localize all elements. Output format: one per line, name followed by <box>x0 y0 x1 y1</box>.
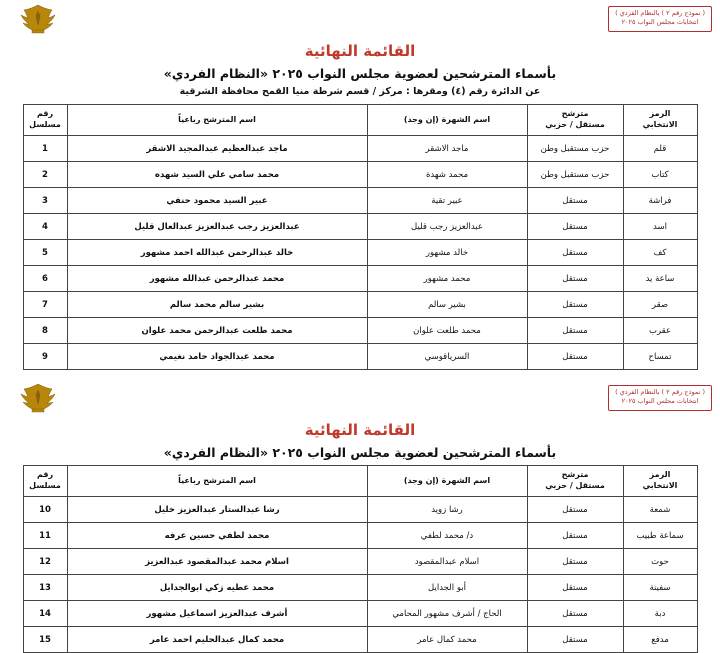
cell-serial: 14 <box>23 601 67 627</box>
cell-party: حزب مستقبل وطن <box>527 162 623 188</box>
cell-party: مستقل <box>527 292 623 318</box>
cell-name: اسلام محمد عبدالمقصود عبدالعزيز <box>67 549 367 575</box>
cell-name: عبير السيد محمود حنفي <box>67 188 367 214</box>
cell-party: مستقل <box>527 523 623 549</box>
cell-serial: 15 <box>23 627 67 653</box>
cell-name: رشا عبدالستار عبدالعزيز خليل <box>67 497 367 523</box>
egypt-eagle-emblem-icon <box>18 2 58 36</box>
cell-symbol: حوت <box>623 549 697 575</box>
cell-party: مستقل <box>527 240 623 266</box>
egypt-eagle-emblem-icon <box>18 381 58 415</box>
form-stamp-line-1: ( نموذج رقم ٢ ) بالنظام الفردي ) <box>615 9 705 17</box>
cell-symbol: فراشة <box>623 188 697 214</box>
cell-symbol: تمساح <box>623 344 697 370</box>
cell-party: مستقل <box>527 344 623 370</box>
cell-symbol: كتاب <box>623 162 697 188</box>
cell-party: مستقل <box>527 318 623 344</box>
cell-name: محمد طلعت عبدالرحمن محمد علوان <box>67 318 367 344</box>
cell-party: مستقل <box>527 627 623 653</box>
sheet-1-title: القائمة النهائية <box>304 42 416 60</box>
sheet-1-district-line: عن الدائرة رقم (٤) ومقرها : مركز / قسم شرطة منيا القمح محافظة الشرقية <box>179 86 541 97</box>
cell-serial: 1 <box>23 136 67 162</box>
table-row <box>23 549 697 575</box>
sheet-1-header <box>0 0 720 40</box>
col-header-serial: رقم مسلسل <box>23 466 67 497</box>
cell-name: محمد لطفي حسين عرفه <box>67 523 367 549</box>
sheet-2 <box>0 379 720 653</box>
col-header-party: مترشح مستقل / حزبي <box>527 466 623 497</box>
cell-party: مستقل <box>527 497 623 523</box>
table-row <box>23 575 697 601</box>
cell-party: مستقل <box>527 575 623 601</box>
cell-fame: عبدالعزيز رجب قليل <box>367 214 527 240</box>
table-row <box>23 136 697 162</box>
table-row <box>23 601 697 627</box>
table-row <box>23 292 697 318</box>
cell-name: محمد سامي علي السيد شهده <box>67 162 367 188</box>
form-stamp-line-1: ( نموذج رقم ٢ ) بالنظام الفردي ) <box>615 388 705 396</box>
table-row <box>23 162 697 188</box>
table-row <box>23 214 697 240</box>
cell-serial: 5 <box>23 240 67 266</box>
cell-serial: 9 <box>23 344 67 370</box>
sheet-separator <box>0 370 720 379</box>
cell-symbol: عقرب <box>623 318 697 344</box>
cell-fame: الحاج / أشرف مشهور المحامي <box>367 601 527 627</box>
col-header-fame: اسم الشهرة (إن وجد) <box>367 466 527 497</box>
sheet-2-subtitle: بأسماء المترشحين لعضوية مجلس النواب ٢٠٢٥ «النظام الفردي» <box>163 445 557 460</box>
cell-fame: عبير تقية <box>367 188 527 214</box>
col-header-party: مترشح مستقل / حزبي <box>527 105 623 136</box>
form-stamp-line-2: انتخابات مجلس النواب ٢٠٢٥ <box>621 397 699 406</box>
cell-symbol: كف <box>623 240 697 266</box>
cell-serial: 8 <box>23 318 67 344</box>
col-header-name: اسم المترشح رباعياً <box>67 466 367 497</box>
cell-serial: 4 <box>23 214 67 240</box>
cell-party: مستقل <box>527 188 623 214</box>
cell-name: ماجد عبدالعظيم عبدالمجيد الاشقر <box>67 136 367 162</box>
cell-name: محمد عبدالجواد حامد نغيمي <box>67 344 367 370</box>
cell-fame: اسلام عبدالمقصود <box>367 549 527 575</box>
cell-name: بشير سالم محمد سالم <box>67 292 367 318</box>
cell-fame: محمد كمال عامر <box>367 627 527 653</box>
cell-symbol: سماعة طبيب <box>623 523 697 549</box>
cell-symbol: سفينة <box>623 575 697 601</box>
cell-fame: خالد مشهور <box>367 240 527 266</box>
form-number-stamp <box>608 6 712 32</box>
col-header-symbol: الرمز الانتخابي <box>623 466 697 497</box>
table-row <box>23 344 697 370</box>
col-header-serial: رقم مسلسل <box>23 105 67 136</box>
cell-symbol: شمعة <box>623 497 697 523</box>
col-header-name: اسم المترشح رباعياً <box>67 105 367 136</box>
cell-party: مستقل <box>527 214 623 240</box>
cell-fame: محمد طلعت علوان <box>367 318 527 344</box>
cell-name: محمد كمال عبدالحليم احمد عامر <box>67 627 367 653</box>
cell-symbol: قلم <box>623 136 697 162</box>
cell-party: مستقل <box>527 601 623 627</box>
cell-party: مستقل <box>527 266 623 292</box>
table-row <box>23 497 697 523</box>
cell-fame: رشا زويد <box>367 497 527 523</box>
cell-fame: محمد مشهور <box>367 266 527 292</box>
col-header-symbol: الرمز الانتخابي <box>623 105 697 136</box>
table-row <box>23 240 697 266</box>
cell-serial: 11 <box>23 523 67 549</box>
cell-serial: 2 <box>23 162 67 188</box>
cell-fame: بشير سالم <box>367 292 527 318</box>
cell-name: عبدالعزيز رجب عبدالعزيز عبدالعال قليل <box>67 214 367 240</box>
cell-fame: محمد شهدة <box>367 162 527 188</box>
cell-serial: 13 <box>23 575 67 601</box>
cell-symbol: صقر <box>623 292 697 318</box>
form-stamp-line-2: انتخابات مجلس النواب ٢٠٢٥ <box>621 18 699 27</box>
cell-serial: 12 <box>23 549 67 575</box>
sheet-1-subtitle: بأسماء المترشحين لعضوية مجلس النواب ٢٠٢٥ «النظام الفردي» <box>163 66 557 81</box>
cell-symbol: دبة <box>623 601 697 627</box>
form-number-stamp <box>608 385 712 411</box>
table-row <box>23 523 697 549</box>
cell-party: مستقل <box>527 549 623 575</box>
cell-name: محمد عبدالرحمن عبدالله مشهور <box>67 266 367 292</box>
candidates-table-2 <box>23 465 698 653</box>
cell-serial: 6 <box>23 266 67 292</box>
cell-serial: 3 <box>23 188 67 214</box>
cell-symbol: مدفع <box>623 627 697 653</box>
cell-fame: السرياقوسي <box>367 344 527 370</box>
table-header-row <box>23 466 697 497</box>
table-row <box>23 188 697 214</box>
cell-serial: 7 <box>23 292 67 318</box>
sheet-2-title: القائمة النهائية <box>304 421 416 439</box>
cell-symbol: ساعة يد <box>623 266 697 292</box>
cell-fame: د/ محمد لطفي <box>367 523 527 549</box>
candidates-table-1 <box>23 104 698 370</box>
cell-name: خالد عبدالرحمن عبدالله احمد مشهور <box>67 240 367 266</box>
cell-symbol: اسد <box>623 214 697 240</box>
cell-serial: 10 <box>23 497 67 523</box>
table-header-row <box>23 105 697 136</box>
table-row <box>23 627 697 653</box>
table-row <box>23 318 697 344</box>
cell-name: محمد عطيه زكي ابوالجدايل <box>67 575 367 601</box>
sheet-2-header <box>0 379 720 419</box>
cell-party: حزب مستقبل وطن <box>527 136 623 162</box>
cell-name: أشرف عبدالعزيز اسماعيل مشهور <box>67 601 367 627</box>
cell-fame: أبو الجدايل <box>367 575 527 601</box>
cell-fame: ماجد الاشقر <box>367 136 527 162</box>
col-header-fame: اسم الشهرة (إن وجد) <box>367 105 527 136</box>
table-row <box>23 266 697 292</box>
